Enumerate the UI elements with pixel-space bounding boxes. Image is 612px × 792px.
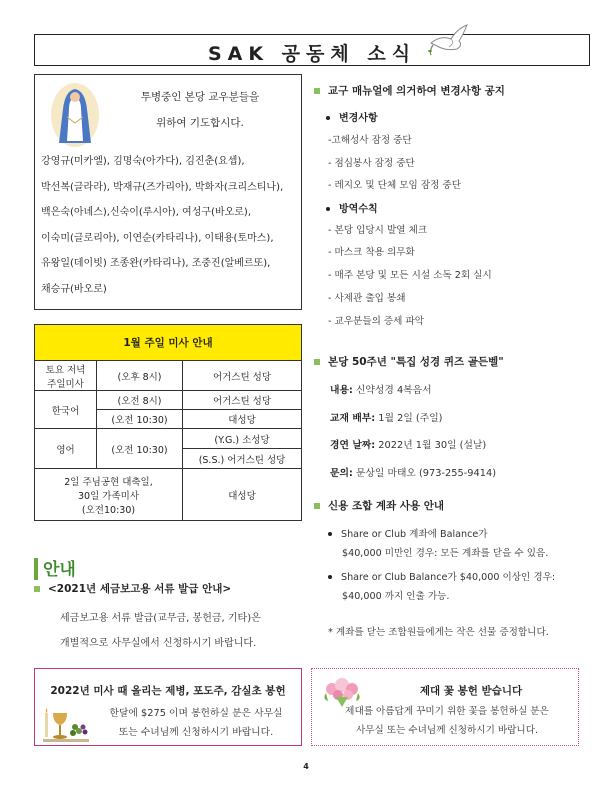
special-mass: 2일 주님공현 대축일, 30일 가족미사 (오전10:30) [35,469,183,521]
credit-title: 신용 조합 계좌 사용 안내 [314,498,444,513]
notice-heading: 안내 [43,560,76,580]
prayer-heading-line1: 투병중인 본당 교우분들을 [140,91,260,103]
quarantine-heading: 방역수칙 [326,200,378,215]
square-bullet-icon [314,359,320,365]
credit-item2-line2: $40,000 까지 인출 가능. [342,591,450,602]
quarantine-item: - 본당 입당시 발열 체크 [328,225,428,236]
quiz-distribution: 교재 배부: 1월 2일 (주일) [330,413,443,424]
flower-line2: 사무실 또는 수녀님께 신청하시기 바랍니다. [355,725,539,736]
square-bullet-icon [34,586,40,592]
offering-line1: 한달에 $275 이며 봉헌하실 분은 사무실 [109,708,283,719]
english-label: 영어 [35,429,97,469]
quiz-contact: 문의: 문상일 마태오 (973-255-9414) [330,468,497,479]
offering-line2: 또는 수녀님께 신청하시기 바랍니다. [118,727,274,738]
prayer-name-line: 강영규(미카엘), 김명숙(아가다), 김진춘(요셉), [41,156,245,167]
prayer-name-line: 유왕일(데이빗) 조종완(카타리나), 조중진(알베르또), [41,258,271,270]
changes-item: - 점심봉사 잠정 중단 [328,158,415,169]
offering-title: 2022년 미사 때 올리는 제병, 포도주, 감실초 봉헌 [50,685,286,697]
flower-box [311,668,579,746]
page-number: 4 [303,762,309,771]
tax-doc-line2: 개별적으로 사무실에서 신청하시기 바랍니다. [60,638,257,649]
prayer-name-line: 채승규(바오로) [41,283,107,295]
flower-line1: 제대를 아름답게 꾸미기 위한 꽃을 봉헌하실 분은 [345,706,549,717]
square-bullet-icon [314,503,320,509]
manual-title: 교구 매뉴얼에 의거하여 변경사항 공지 [314,83,505,98]
english-place-1: (Y.G.) 소성당 [183,429,302,449]
page-header [34,34,590,66]
changes-item: -고해성사 잠정 중단 [328,135,412,146]
sat-time: (오후 8시) [97,361,183,391]
offering-box [34,668,302,746]
dove-icon [427,21,471,59]
dot-bullet-icon [328,575,332,579]
quarantine-item: - 매주 본당 및 모든 시설 소독 2회 실시 [328,270,492,281]
quarantine-item: - 사제관 출입 봉쇄 [328,293,406,304]
prayer-name-line: 이숙미(글로리아), 이연순(카타리나), 이태용(토마스), [41,232,274,244]
page-title: SAK 공동체 소식 [207,43,417,65]
credit-item1-line2: $40,000 미만인 경우: 모든 계좌를 닫을 수 있음. [342,548,549,559]
korean-place-2: 대성당 [183,410,302,429]
sat-place: 어거스틴 성당 [183,361,302,391]
special-place: 대성당 [183,469,302,521]
credit-item1-line1: Share or Club 계좌에 Balance가 [328,526,488,540]
square-bullet-icon [314,88,320,94]
quarantine-item: - 교우분들의 증세 파악 [328,316,425,327]
prayer-names [41,149,299,303]
korean-time-1: (오전 8시) [97,391,183,410]
dot-bullet-icon [328,532,332,536]
changes-item: - 레지오 및 단체 모임 잠정 중단 [328,180,461,191]
mass-schedule-table [34,324,302,521]
changes-heading: 변경사항 [326,109,378,124]
korean-label: 한국어 [35,391,97,429]
english-time: (오전 10:30) [97,429,183,469]
credit-item2-line1: Share or Club Balance가 $40,000 이상인 경우: [328,569,555,583]
tax-doc-title: <2021년 세금보고용 서류 발급 안내> [34,581,231,596]
tax-doc-line1: 세금보고용 서류 발급(교무금, 봉헌금, 기타)은 [60,613,261,624]
quiz-title: 본당 50주년 "특집 성경 퀴즈 골든벨" [314,354,504,369]
mass-table-title: 1월 주일 미사 안내 [35,325,302,361]
sat-label: 토요 저녁 주일미사 [35,361,97,391]
prayer-heading-line2: 위하여 기도합시다. [156,117,244,129]
quiz-content: 내용: 신약성경 4복음서 [330,385,432,396]
prayer-name-line: 백은숙(아녜스),신숙이(루시아), 여성구(바오로), [41,207,252,219]
quarantine-item: - 마스크 착용 의무화 [328,247,415,258]
virgin-mary-icon [49,81,101,147]
chalice-icon [43,705,89,743]
quiz-date: 경연 날짜: 2022년 1월 30일 (설날) [330,440,487,451]
flower-title: 제대 꽃 봉헌 받습니다 [419,685,523,697]
dot-bullet-icon [326,207,330,211]
prayer-box [34,74,302,310]
korean-time-2: (오전 10:30) [97,410,183,429]
english-place-2: (S.S.) 어거스틴 성당 [183,449,302,469]
dot-bullet-icon [326,116,330,120]
prayer-name-line: 박선복(글라라), 박재규(즈가리아), 박화자(크리스티나), [41,181,284,193]
notice-accent-bar [34,558,38,580]
credit-note: * 계좌를 닫는 조합원들에게는 작은 선물 증정합니다. [328,627,549,638]
korean-place-1: 어거스틴 성당 [183,391,302,410]
